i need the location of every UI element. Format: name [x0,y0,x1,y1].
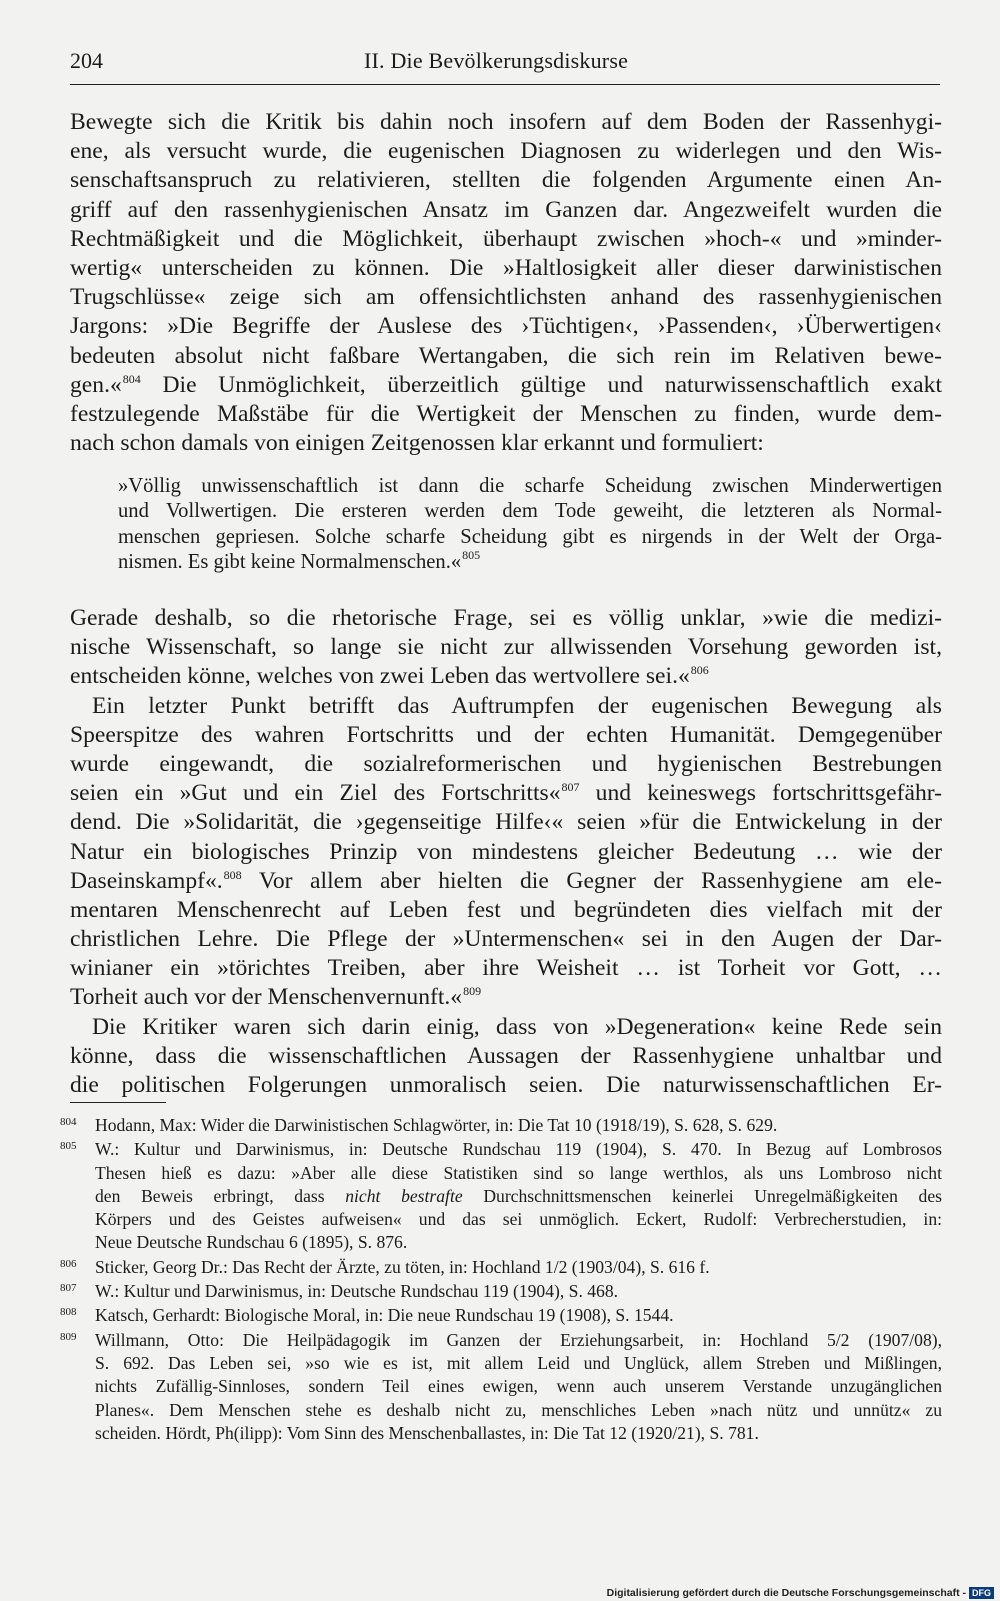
footnote-number: 808 [60,1306,77,1319]
footnote-line: scheiden. Hördt, Ph(ilipp): Vom Sinn des Menschenballastes, in: Die Tat 12 (1920/21), S. 781. [95,1422,759,1443]
text-line: dend. Die »Solidarität, die ›gegenseitige Hilfe‹« seien »für die Entwickelung in der [70,809,942,836]
text-segment: nismen. Es gibt keine Normalmenschen.« [118,551,462,574]
footnote-number: 807 [60,1282,77,1295]
text-line: Natur ein biologisches Prinzip von mindestens gleicher Bedeutung … wie der [70,838,942,865]
text-line: christlichen Lehre. Die Pflege der »Untermenschen« sei in den Augen der Dar- [70,926,942,953]
text-line [70,779,942,808]
text-line: griff auf den rassenhygienischen Ansatz im Ganzen dar. Angezweifelt wurden die [70,196,942,223]
footnote-line: Willmann, Otto: Die Heilpädagogik im Ganzen der Erziehungsarbeit, in: Hochland 5/2 (1907/08), [95,1329,942,1350]
page-number: 204 [70,48,103,73]
dfg-logo: DFG [969,1587,994,1599]
footnote-ref-808[interactable]: 808 [223,867,242,882]
text-line [70,983,942,1012]
footnote-number: 805 [60,1140,77,1153]
running-title: II. Die Bevölkerungsdiskurse [364,48,629,73]
text-line: senschaftsanspruch zu relativieren, stellten die folgenden Argumente einen An- [70,167,942,194]
footnote-ref-805[interactable]: 805 [462,548,481,563]
text-line: festzulegende Maßstäbe für die Wertigkeit der Menschen zu finden, wurde dem- [70,400,942,427]
text-line: nach schon damals von einigen Zeitgenossen klar erkannt und formuliert: [70,430,764,457]
text-line: Speerspitze des wahren Fortschritts und der echten Humanität. Demgegenüber [70,721,942,748]
text-segment: Daseinskampf«. [70,867,223,894]
footnote-807 [60,1280,942,1303]
footnote-809 [60,1329,942,1445]
footnote-ref-807[interactable]: 807 [561,780,580,795]
footnote-line: Hodann, Max: Wider die Darwinistischen Schlagwörter, in: Die Tat 10 (1918/19), S. 628, S. 629. [95,1115,778,1135]
footnote-number: 809 [60,1330,77,1343]
text-line: wurde eingewandt, die sozialreformerischen und hygienischen Bestrebungen [70,750,942,777]
text-segment: gen.« [70,371,122,398]
footnote-806 [60,1256,942,1279]
text-segment: Torheit auch vor der Menschenvernunft.« [70,984,463,1011]
quote-line: menschen gepriesen. Solche scharfe Scheidung gibt es nirgends in der Welt der Orga- [118,525,942,548]
paragraphs-2-4 [70,604,942,1100]
footnote-line: Thesen hieß es dazu: »Aber alle diese Statistiken sind so lange werthlos, als uns Lombroso nicht [95,1162,942,1183]
footnote-line: W.: Kultur und Darwinismus, in: Deutsche Rundschau 119 (1904), S. 470. In Bezug auf Lombrosos [95,1139,942,1160]
footnote-line: S. 692. Das Leben sei, »so wie es ist, mit allem Leid und Unglück, allem Streben und Mißlingen, [95,1352,942,1373]
text-segment: und keineswegs fortschrittsgefähr- [579,780,942,807]
text-line: Rechtmäßigkeit und die Möglichkeit, überhaupt zwischen »hoch-« und »minder- [70,225,942,252]
footnote-line: Katsch, Gerhardt: Biologische Moral, in: Die neue Rundschau 19 (1908), S. 1544. [95,1305,674,1326]
footnote-line: Planes«. Dem Menschen stehe es deshalb nicht zu, menschliches Leben »nach nütz und unnütz« zu [95,1399,942,1420]
digitization-credit [607,1587,994,1599]
footnote-808 [60,1304,942,1327]
credit-text: Digitalisierung gefördert durch die Deutsche Forschungsgemeinschaft - [606,1587,966,1599]
text-segment: den Beweis erbringt, dass [95,1185,346,1206]
footnote-ref-809[interactable]: 809 [463,984,482,999]
text-segment: Die Unmöglichkeit, überzeitlich gültige und naturwissenschaftlich exakt [140,371,942,398]
text-line: mentaren Menschenrecht auf Leben fest und begründeten dies vielfach mit der [70,896,942,923]
text-line: Jargons: »Die Begriffe der Auslese des ›Tüchtigen‹, ›Passenden‹, ›Überwertigen‹ [70,313,942,340]
text-segment: entscheiden könne, welches von zwei Leben das wertvollere sei.« [70,663,690,690]
text-segment: seien ein »Gut und ein Ziel des Fortschritts« [70,780,561,807]
footnote-line: Neue Deutsche Rundschau 6 (1895), S. 876. [95,1232,408,1253]
text-line: Bewegte sich die Kritik bis dahin noch insofern auf dem Boden der Rassenhygi- [70,109,942,135]
text-line: nische Wissenschaft, so lange sie nicht zur allwissenden Vorsehung geworden ist, [70,634,942,661]
footnote-ref-806[interactable]: 806 [690,663,709,678]
footnote-line: Körpers und des Geistes aufweisen« und das sei unmöglich. Eckert, Rudolf: Verbrecherstudien, in: [95,1209,942,1230]
block-quote [118,474,942,576]
text-line: bedeuten absolut nicht faßbare Wertangaben, die sich rein im Relativen bewe- [70,342,942,369]
quote-line: und Vollwertigen. Die ersteren werden dem Tode geweiht, die letzteren als Normal- [118,500,942,523]
footnote-rule [70,1102,166,1103]
footnote-number: 806 [60,1257,77,1270]
quote-line: »Völlig unwissenschaftlich ist dann die scharfe Scheidung zwischen Minderwertigen [118,475,942,497]
footnote-line: nichts Zufällig-Sinnloses, sondern Teil eines ewigen, wenn auch unserem Verstande unzugänglichen [95,1376,942,1397]
text-line: ene, als versucht wurde, die eugenischen Diagnosen zu widerlegen und den Wis- [70,138,942,165]
footnote-line: Sticker, Georg Dr.: Das Recht der Ärzte, zu töten, in: Hochland 1/2 (1903/04), S. 616 f. [95,1256,710,1277]
text-segment: Vor allem aber hielten die Gegner der Rassenhygiene am ele- [241,867,942,894]
paragraph-1 [70,108,942,458]
text-line: wertig« unterscheiden zu können. Die »Haltlosigkeit aller dieser darwinistischen [70,254,942,281]
emphasis-text: nicht bestrafte [345,1185,463,1206]
text-line: Gerade deshalb, so die rhetorische Frage, sei es völlig unklar, »wie die medizi- [70,605,942,631]
footnote-line: W.: Kultur und Darwinismus, in: Deutsche Rundschau 119 (1904), S. 468. [95,1281,619,1302]
text-line: Ein letzter Punkt betrifft das Auftrumpfen der eugenischen Bewegung als [92,692,942,719]
text-line: Die Kritiker waren sich darin einig, dass von »Degeneration« keine Rede sein [92,1013,942,1040]
footnotes [60,1114,942,1445]
text-line [70,867,942,896]
text-segment: Durchschnittsmenschen keinerlei Unregelmäßigkeiten des [462,1185,942,1206]
header-rule [70,84,940,85]
text-line [70,662,942,691]
footnote-805 [60,1138,942,1254]
page-header [70,48,942,80]
text-line: winianer ein »törichtes Treiben, aber ihre Weisheit … ist Torheit vor Gott, … [70,955,942,982]
text-line: Trugschlüsse« zeige sich am offensichtlichsten anhand des rassenhygienischen [70,284,942,311]
quote-line [118,550,942,575]
text-line: könne, dass die wissenschaftlichen Aussagen der Rassenhygiene unhaltbar und [70,1042,942,1069]
text-line: die politischen Folgerungen unmoralisch seien. Die naturwissenschaftlichen Er- [70,1072,942,1098]
footnote-ref-804[interactable]: 804 [122,371,141,386]
footnote-804 [60,1114,942,1137]
footnote-line [95,1185,942,1208]
footnote-number: 804 [60,1116,77,1128]
text-line [70,371,942,400]
